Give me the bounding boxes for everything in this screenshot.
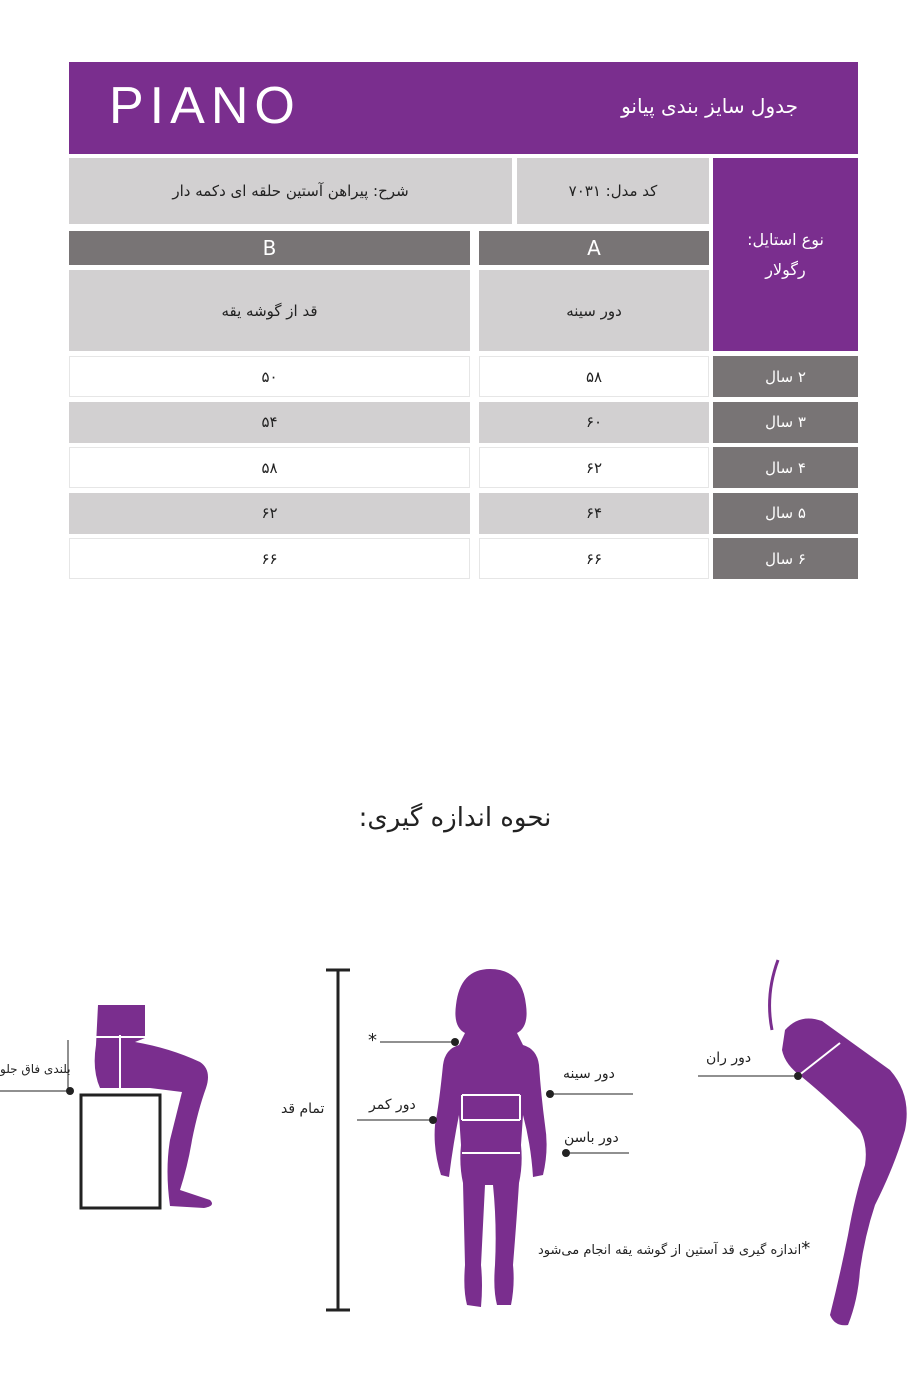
column-letter-a [479,231,709,265]
page-title: جدول سایز بندی پیانو [621,94,798,118]
note-asterisk: * [801,1238,811,1259]
table-cell-a [479,447,709,488]
style-label: نوع استایل: [747,229,824,249]
column-letter-b [69,231,470,265]
chest-label: دور سینه [563,1066,615,1082]
table-cell-size-text: ۳ سال [765,413,806,431]
column-letter-text: B [262,236,277,260]
brand-logo: PIANO [109,77,301,135]
table-cell-b [69,447,470,488]
table-cell-size-text: ۵ سال [765,504,806,522]
leg-figure-illustration [690,955,910,1330]
column-letter-text: A [587,236,601,260]
table-cell-a-text: ۶۲ [585,458,603,477]
style-value: رگولار [765,259,806,279]
total-height-label: تمام قد [281,1101,325,1117]
table-cell-a-text: ۵۸ [585,367,603,386]
model-code-cell [517,158,709,224]
thigh-label: دور ران [706,1050,752,1066]
table-cell-b-text: ۶۲ [261,504,278,522]
description-text: شرح: پیراهن آستین حلقه ای دکمه دار [172,182,409,200]
thigh-height-label: بلندی فاق جلو [0,1062,71,1076]
child-body-shape [435,969,547,1307]
waist-label: دور کمر [369,1097,416,1113]
sleeve-note [538,1238,810,1259]
table-cell-size [713,402,858,443]
style-cell [713,158,858,351]
column-name-text: دور سینه [566,301,622,320]
table-cell-b-text: ۶۶ [261,549,278,568]
table-cell-size [713,447,858,488]
leg-shape [782,1018,907,1325]
table-cell-a-text: ۶۴ [585,504,603,522]
height-ruler-icon [320,965,360,1315]
table-cell-a [479,402,709,443]
table-cell-b-text: ۵۰ [261,367,278,386]
table-cell-a [479,493,709,534]
header-banner [69,62,858,154]
table-cell-b [69,402,470,443]
table-cell-a [479,538,709,579]
seated-figure-illustration [0,1000,230,1220]
measure-heading: نحوه اندازه گیری: [358,803,552,833]
table-cell-size-text: ۴ سال [765,458,806,477]
seated-body-shape [95,1005,212,1208]
hip-label: دور باسن [564,1130,619,1146]
stool-shape [81,1095,160,1208]
table-cell-size-text: ۶ سال [765,549,806,568]
table-cell-a [479,356,709,397]
table-cell-size [713,538,858,579]
table-cell-a-text: ۶۶ [585,549,603,568]
asterisk-mark: * [368,1030,377,1051]
description-cell [69,158,512,224]
table-cell-b [69,356,470,397]
column-name-a [479,270,709,351]
column-name-text: قد از گوشه یقه [221,301,318,320]
table-cell-b [69,493,470,534]
table-cell-b [69,538,470,579]
table-cell-size [713,493,858,534]
table-cell-a-text: ۶۰ [585,413,603,431]
table-cell-size-text: ۲ سال [765,367,806,386]
table-cell-b-text: ۵۴ [261,413,278,431]
model-code-text: کد مدل: ۷۰۳۱ [568,182,658,200]
table-cell-b-text: ۵۸ [261,458,278,477]
note-text: اندازه گیری قد آستین از گوشه یقه انجام می‌شود [538,1243,802,1258]
table-cell-size [713,356,858,397]
column-name-b [69,270,470,351]
